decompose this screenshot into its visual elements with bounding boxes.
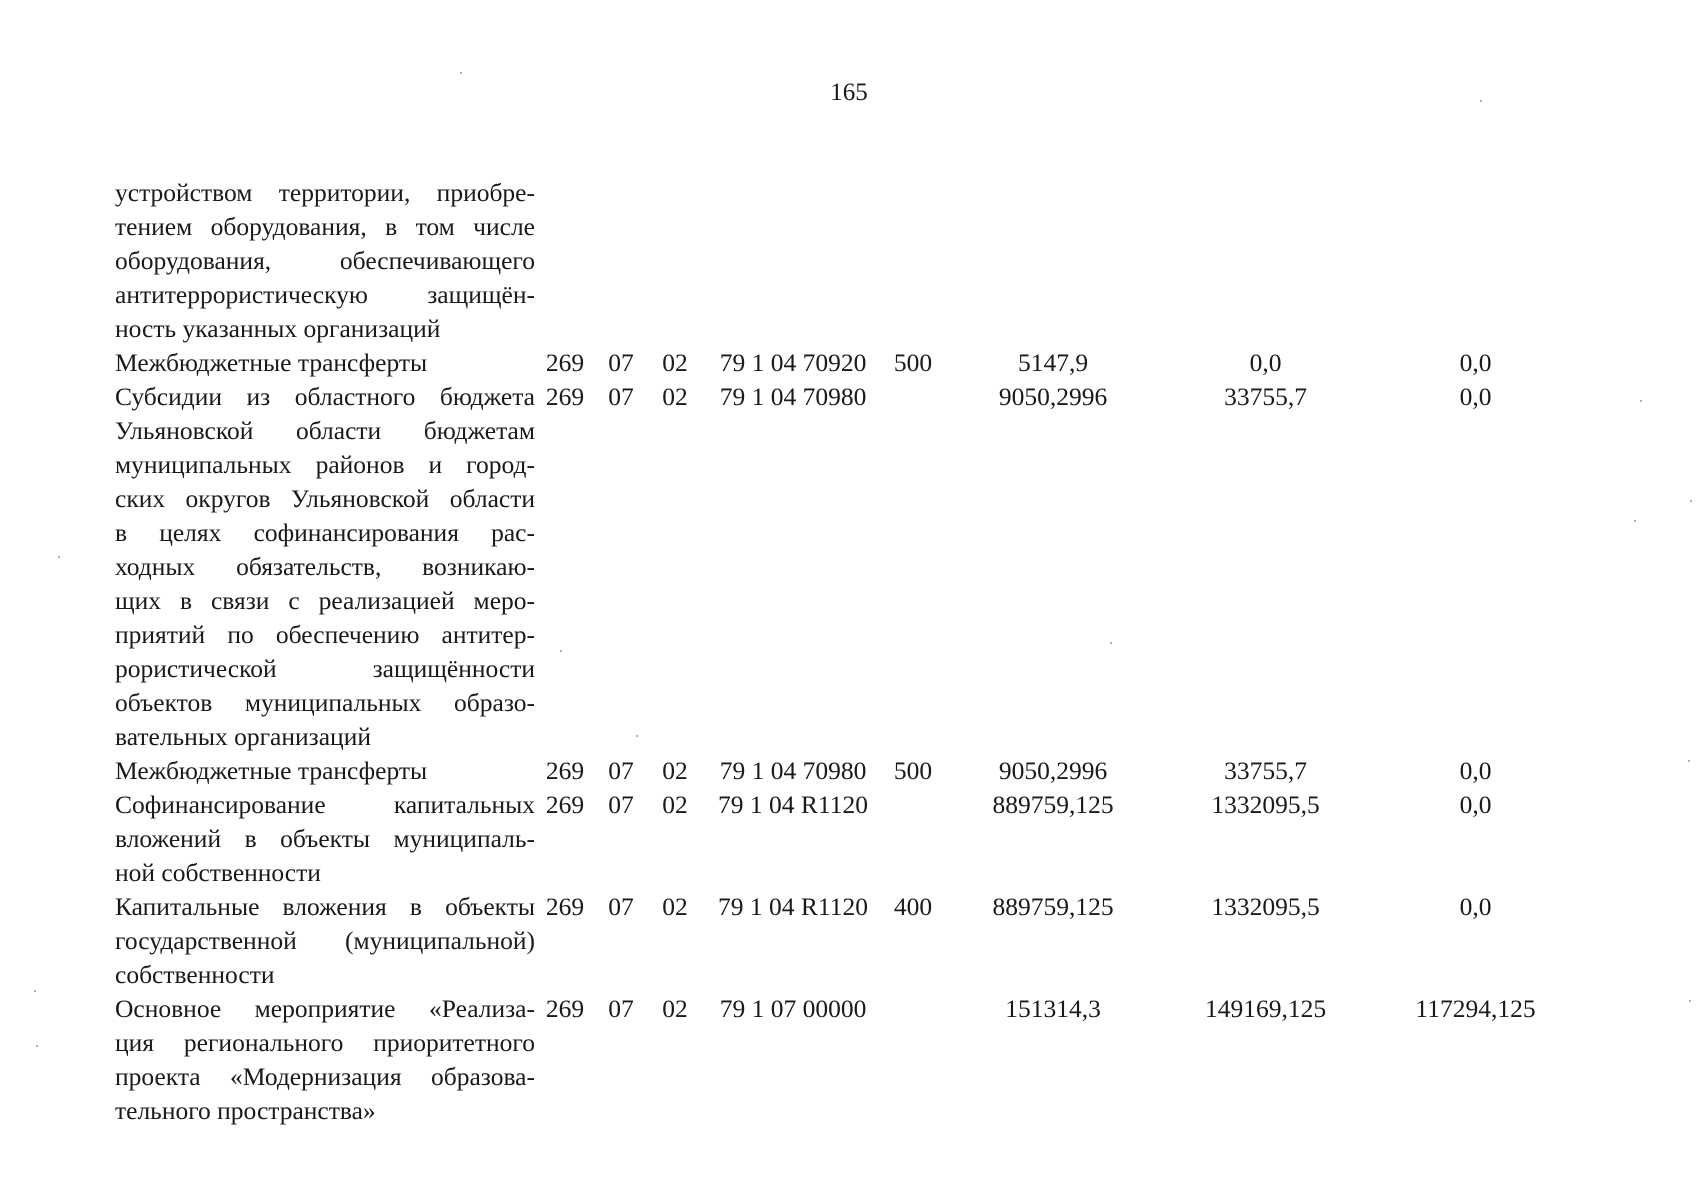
amount-year3-cell: 117294,125 <box>1415 994 1536 1023</box>
table-row <box>115 754 1583 788</box>
section-code-cell: 07 <box>608 348 634 377</box>
amount-year2-cell: 33755,7 <box>1224 382 1307 411</box>
amount-year1-cell: 5147,9 <box>1017 348 1089 377</box>
table-row <box>115 380 1583 754</box>
page-number: 165 <box>830 79 868 106</box>
amount-year3-cell: 0,0 <box>1459 756 1492 785</box>
item-name-line: ной собственности <box>115 858 321 887</box>
target-article-cell <box>703 176 883 346</box>
amount-year1-cell <box>943 176 1163 346</box>
admin-code-cell: 269 <box>545 756 585 785</box>
item-name-line: оборудования, обеспечивающего <box>115 246 535 275</box>
item-name-line: ских округов Ульяновской области <box>115 484 535 513</box>
subsection-code-cell <box>647 176 703 346</box>
table-row <box>115 788 1583 890</box>
subsection-code-cell: 02 <box>662 892 688 921</box>
budget-table <box>115 176 1583 1128</box>
subsection-code-cell: 02 <box>662 382 688 411</box>
item-name-line: ходных обязательств, возникаю- <box>115 552 535 581</box>
item-name-cell <box>115 346 535 380</box>
item-name-line: антитеррористическую защищён- <box>115 280 535 309</box>
amount-year3-cell: 0,0 <box>1459 892 1492 921</box>
table-row <box>115 346 1583 380</box>
item-name-line: приятий по обеспечению антитер- <box>115 620 535 649</box>
item-name-line: ность указанных организаций <box>115 314 441 343</box>
section-code-cell: 07 <box>608 382 634 411</box>
item-name-line: рористической защищённости <box>115 654 535 683</box>
item-name-cell <box>115 176 535 346</box>
item-name-line: собственности <box>115 960 275 989</box>
expense-type-cell: 500 <box>893 348 933 377</box>
item-name-line: Межбюджетные трансферты <box>115 756 428 785</box>
item-name-line: проекта «Модернизация образова- <box>115 1062 535 1091</box>
expense-type-cell: 500 <box>893 756 933 785</box>
amount-year3-cell: 0,0 <box>1459 382 1492 411</box>
item-name-line: вложений в объекты муниципаль- <box>115 824 535 853</box>
amount-year1-cell: 9050,2996 <box>998 382 1108 411</box>
item-name-line: Ульяновской области бюджетам <box>115 416 535 445</box>
item-name-line: Межбюджетные трансферты <box>115 348 428 377</box>
section-code-cell <box>595 176 647 346</box>
item-name-line: ция регионального приоритетного <box>115 1028 535 1057</box>
item-name-cell <box>115 992 535 1128</box>
table-row <box>115 890 1583 992</box>
item-name-line: тельного пространства» <box>115 1096 376 1125</box>
amount-year3-cell: 0,0 <box>1459 790 1492 819</box>
admin-code-cell: 269 <box>545 790 585 819</box>
expense-type-cell <box>883 992 943 1128</box>
expense-type-cell: 400 <box>893 892 933 921</box>
item-name-line: Субсидии из областного бюджета <box>115 382 535 411</box>
item-name-line: устройством территории, приобре- <box>115 178 535 207</box>
expense-type-cell <box>883 380 943 754</box>
subsection-code-cell: 02 <box>662 994 688 1023</box>
item-name-cell <box>115 380 535 754</box>
amount-year1-cell: 9050,2996 <box>998 756 1108 785</box>
item-name-line: Основное мероприятие «Реализа- <box>115 994 535 1023</box>
item-name-cell <box>115 890 535 992</box>
amount-year3-cell: 0,0 <box>1459 348 1492 377</box>
admin-code-cell <box>535 176 595 346</box>
amount-year1-cell: 151314,3 <box>1005 994 1101 1023</box>
section-code-cell: 07 <box>608 790 634 819</box>
expense-type-cell <box>883 176 943 346</box>
target-article-cell: 79 1 04 70980 <box>719 756 867 785</box>
item-name-line: вательных организаций <box>115 722 371 751</box>
item-name-line: объектов муниципальных образо- <box>115 688 535 717</box>
subsection-code-cell: 02 <box>662 756 688 785</box>
item-name-line: государственной (муниципальной) <box>115 926 535 955</box>
target-article-cell: 79 1 04 R1120 <box>718 892 868 921</box>
amount-year2-cell: 33755,7 <box>1224 756 1307 785</box>
item-name-line: в целях софинансирования рас- <box>115 518 535 547</box>
item-name-cell <box>115 788 535 890</box>
admin-code-cell: 269 <box>545 348 585 377</box>
target-article-cell: 79 1 04 R1120 <box>718 790 868 819</box>
admin-code-cell: 269 <box>545 382 585 411</box>
item-name-line: щих в связи с реализацией меро- <box>115 586 535 615</box>
target-article-cell: 79 1 07 00000 <box>719 994 867 1023</box>
item-name-line: Капитальные вложения в объекты <box>115 892 535 921</box>
amount-year1-cell: 889759,125 <box>992 790 1114 819</box>
amount-year1-cell: 889759,125 <box>992 892 1114 921</box>
item-name-line: тением оборудования, в том числе <box>115 212 535 241</box>
table-row <box>115 992 1583 1128</box>
admin-code-cell: 269 <box>545 892 585 921</box>
amount-year2-cell: 0,0 <box>1249 348 1282 377</box>
table-row <box>115 176 1583 346</box>
section-code-cell: 07 <box>608 892 634 921</box>
expense-type-cell <box>883 788 943 890</box>
target-article-cell: 79 1 04 70920 <box>719 348 867 377</box>
admin-code-cell: 269 <box>545 994 585 1023</box>
amount-year3-cell <box>1368 176 1583 346</box>
item-name-line: муниципальных районов и город- <box>115 450 535 479</box>
item-name-cell <box>115 754 535 788</box>
section-code-cell: 07 <box>608 994 634 1023</box>
subsection-code-cell: 02 <box>662 790 688 819</box>
table-body <box>115 176 1583 1128</box>
amount-year2-cell: 1332095,5 <box>1211 790 1320 819</box>
target-article-cell: 79 1 04 70980 <box>719 382 867 411</box>
amount-year2-cell: 149169,125 <box>1204 994 1327 1023</box>
section-code-cell: 07 <box>608 756 634 785</box>
amount-year2-cell <box>1163 176 1368 346</box>
subsection-code-cell: 02 <box>662 348 688 377</box>
item-name-line: Софинансирование капитальных <box>115 790 535 819</box>
amount-year2-cell: 1332095,5 <box>1211 892 1320 921</box>
